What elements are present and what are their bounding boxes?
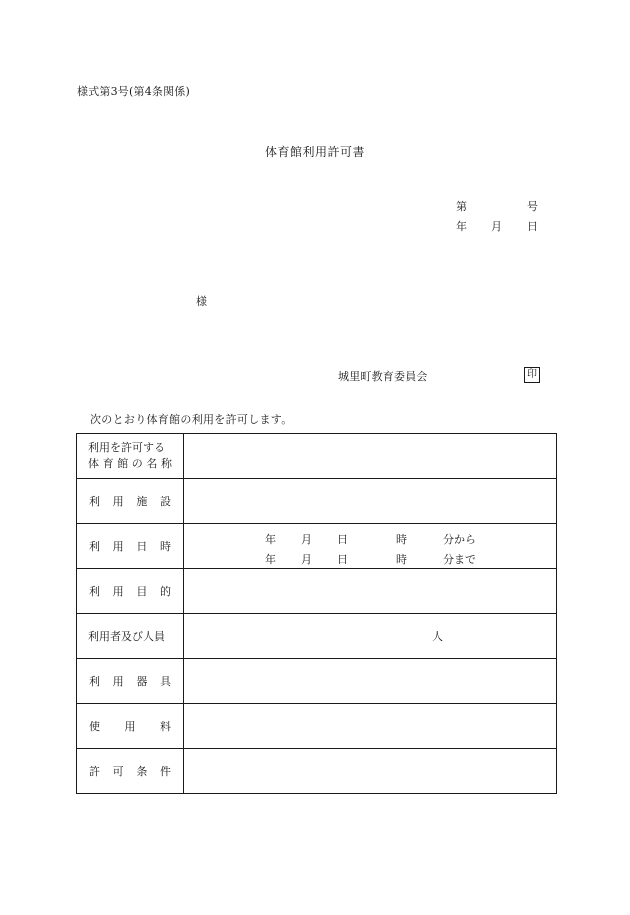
value-datetime[interactable] [184,524,557,569]
label-datetime [77,524,184,569]
label-char: 器 [136,675,148,688]
label-conditions [77,749,184,794]
to-month: 月 [301,553,312,566]
to-minute: 分まで [443,553,476,566]
label-users-text: 利用者及び人員 [88,630,165,643]
label-char: の [131,457,143,470]
document-title [0,143,630,160]
label-char: 施 [136,495,148,508]
users-unit: 人 [432,630,443,643]
label-char: 目 [136,585,148,598]
label-char: 館 [117,457,129,470]
value-users[interactable] [184,614,557,659]
from-minute: 分から [443,533,476,546]
from-year: 年 [265,533,276,546]
number-dai: 第 [456,200,467,213]
value-facility-name[interactable] [184,434,557,479]
value-equipment[interactable] [184,659,557,704]
row-purpose [77,569,557,614]
value-fee[interactable] [184,704,557,749]
label-char: 用 [112,495,124,508]
form-number: 様式第3号(第4条関係) [77,85,190,98]
date-month: 月 [491,220,502,233]
seal-mark: 印 [524,367,540,383]
value-purpose[interactable] [184,569,557,614]
label-facility-name [77,434,184,479]
label-char: 設 [159,495,171,508]
label-char: 用 [112,585,124,598]
addressee-suffix: 様 [196,295,207,308]
label-char: 利 [89,540,100,553]
row-users [77,614,557,659]
label-char: 具 [159,675,171,688]
label-char: 名 [146,457,158,470]
to-hour: 時 [396,553,407,566]
label-char: 件 [159,765,171,778]
to-day: 日 [337,553,348,566]
from-day: 日 [337,533,348,546]
row-equipment [77,659,557,704]
label-char: 使 [89,720,100,733]
row-conditions [77,749,557,794]
label-users [77,614,184,659]
label-facility [77,479,184,524]
label-char: 育 [102,457,114,470]
label-char: 日 [136,540,148,553]
row-fee [77,704,557,749]
value-conditions[interactable] [184,749,557,794]
label-char: 体 [88,457,99,470]
label-char: 可 [112,765,124,778]
permit-table [76,433,557,794]
label-char: 料 [160,720,171,733]
label-char: 時 [159,540,171,553]
label-equipment [77,659,184,704]
label-char: 利 [89,585,100,598]
label-fee [77,704,184,749]
row-facility-name [77,434,557,479]
label-char: 用 [124,720,136,733]
label-char: 用 [112,540,124,553]
to-year: 年 [265,553,276,566]
document-title-text: 体育館利用許可書 [264,145,365,159]
datetime-to [184,551,556,565]
date-day: 日 [527,220,538,233]
row-facility [77,479,557,524]
date-year: 年 [456,220,467,233]
label-char: 称 [160,457,172,470]
number-go: 号 [527,200,538,213]
label-char: 条 [136,765,148,778]
label-char: 利 [89,495,100,508]
from-month: 月 [301,533,312,546]
issuer-name: 城里町教育委員会 [338,370,428,383]
label-char: 用 [112,675,124,688]
label-char: 的 [159,585,171,598]
label-char: 許 [89,765,100,778]
label-char: 利 [89,675,100,688]
intro-text: 次のとおり体育館の利用を許可します。 [90,413,293,426]
value-facility[interactable] [184,479,557,524]
row-datetime [77,524,557,569]
label-facility-name-line1: 利用を許可する [88,441,165,454]
label-purpose [77,569,184,614]
from-hour: 時 [396,533,407,546]
datetime-from [184,531,556,545]
label-facility-name-line2 [88,456,172,472]
